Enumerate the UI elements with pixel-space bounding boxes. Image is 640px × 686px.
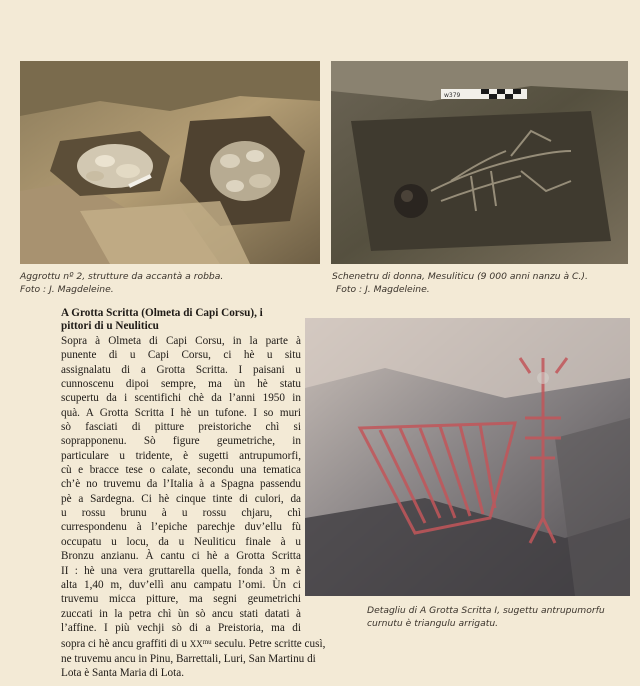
photo-credit: Foto : J. Magdeleine. <box>336 284 430 295</box>
article-line: ne truvemu ancu in Pinu, Barrettali, Luri, San Martinu di <box>61 652 316 665</box>
right-photo-caption <box>332 270 588 296</box>
article-line: assignalatu di a Grotta Scritta. I paisani u <box>61 363 301 376</box>
article-line: truvemu micca pitture, ma segni geumetrichi <box>61 593 301 606</box>
article-line: alta 1,40 m, duv’ellì anu campatu l’omi. Ùn ci <box>61 578 301 591</box>
article-line: cù e bracce tese o calate, secondu una tematica <box>61 464 301 477</box>
article-line: pè a Sardegna. Ci hè cinque tinte di culori, da <box>61 492 301 505</box>
title-line: pittori di u Neuliticu <box>61 320 159 332</box>
caption-text: Schenetru di donna, Mesuliticu (9 000 anni nanzu à C.). <box>332 271 588 282</box>
bottom-photo-caption <box>367 604 622 630</box>
article-line: punente di u Capi Corsu, ci hè u situ <box>61 349 301 362</box>
caption-text: Detagliu di A Grotta Scritta I, sugettu antrupumorfu <box>367 605 605 616</box>
excavation-photo <box>20 61 320 264</box>
left-photo-caption <box>20 270 223 296</box>
article-line: occupatu u locu, da u Neuliticu finale à u <box>61 535 301 548</box>
article-line: cunnoscenu dipoi sempre, ma ùn hè statu <box>61 378 301 391</box>
article-line: soprapponenu. Sò figure geumetriche, in <box>61 435 301 448</box>
article-line: Bronzu anzianu. À cantu ci hè a Grotta Scritta <box>61 550 301 563</box>
article-line: particulare u tridente, è sugetti antrupumorfi, <box>61 449 301 462</box>
ordinal-mark: mu <box>202 638 212 647</box>
article-line: Sopra à Olmeta di Capi Corsu, in la parte à <box>61 335 301 347</box>
article-title <box>61 307 301 333</box>
article-line: zuccati in la petra chì ùn sò ancu stati datati à <box>61 607 301 620</box>
century-numeral: XX <box>189 639 203 650</box>
article-line: ch’è no truvemu da l’Italia à a Spagna passendu <box>61 478 301 491</box>
title-line: A Grotta Scritta (Olmeta di Capi Corsu), i <box>61 307 263 319</box>
caption-text: curnutu è triangulu arrigatu. <box>367 618 499 629</box>
article-body <box>61 334 301 635</box>
article-line: quà. A Grotta Scritta I hè un tufone. I so muri <box>61 406 301 419</box>
skeleton-photo <box>331 61 628 264</box>
article-line: u rossu brunu à u rossu chjaru, chì <box>61 507 301 520</box>
rock-painting-photo <box>305 318 630 596</box>
article-line: l’affine. I più vechji sò di a Preistoria, ma di <box>61 621 301 634</box>
article-line: sò fasciati di pitture preistoriche chì si <box>61 421 301 434</box>
photo-credit: Foto : J. Magdeleine. <box>20 284 114 295</box>
article-line: II : hè una vera gruttarella quella, fonda 3 m è <box>61 564 301 577</box>
article-line: sopra ci hè ancu graffiti di u $XX^{mu}$ seculu. Petre scritte cusì, <box>61 638 326 651</box>
scale-bar-label: w379 <box>444 92 461 99</box>
caption-text: Aggrottu nº 2, strutture da accantà a robba. <box>20 271 224 282</box>
article <box>61 307 326 680</box>
article-line: Lota è Santa Maria di Lota. <box>61 666 185 679</box>
article-line: currespondenu à l’epiche parechje duv’ellu fù <box>61 521 301 534</box>
article-line: scupertu da i scentifichi chè da l’anni 1950 in <box>61 392 301 405</box>
